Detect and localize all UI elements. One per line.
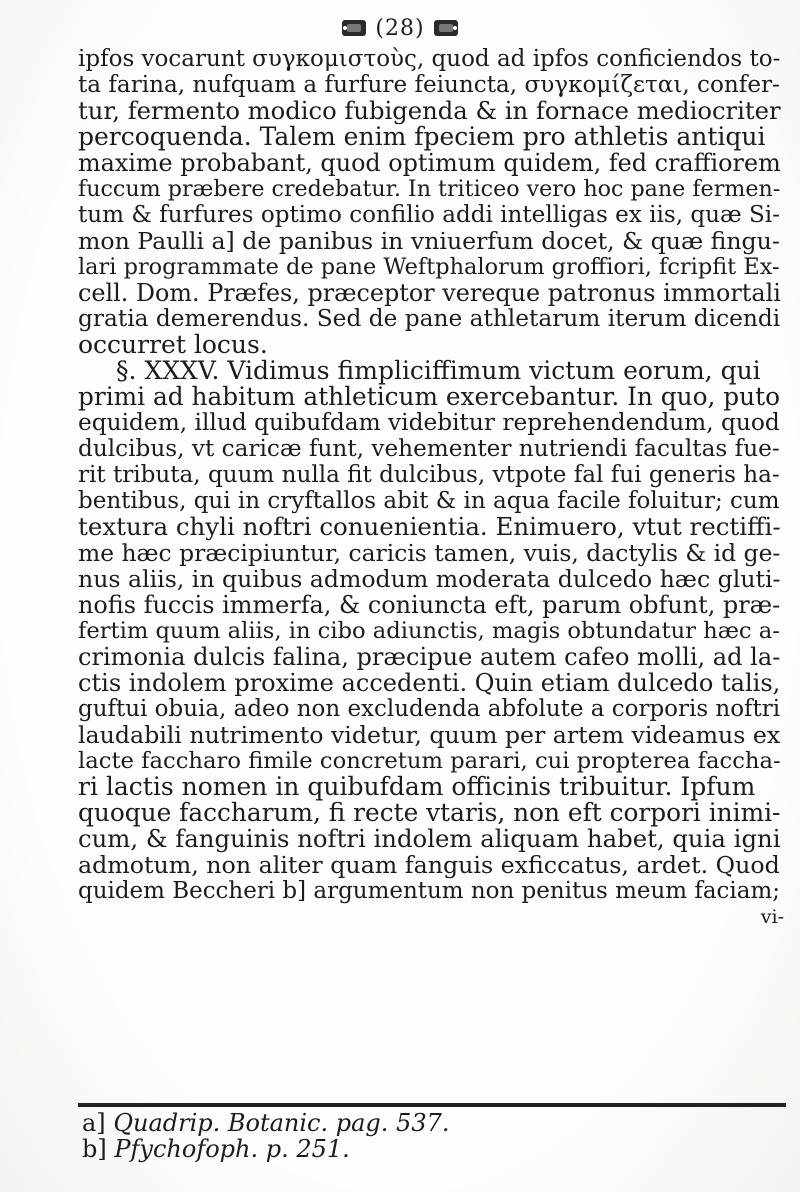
left-ornament-icon <box>339 15 369 41</box>
text-line: quidem Beccheri b] argumentum non penitus meum faciam; <box>78 878 780 904</box>
text-line: lacte faccharo fimile concretum parari, cui propterea faccha- <box>78 748 781 774</box>
footnote <box>82 1110 782 1136</box>
text-line: fuccum præbere credebatur. In triticeo vero hoc pane fermen- <box>78 176 781 202</box>
page-number: (28) <box>375 15 425 41</box>
text-line: textura chyli noftri conuenientia. Enimuero, vtut rectiffi- <box>78 512 781 541</box>
text-line: admotum, non aliter quam fanguis exficcatus, ardet. Quod <box>78 851 780 879</box>
footnote-text: Quadrip. Botanic. pag. 537. <box>113 1109 450 1137</box>
text-line: cell. Dom. Præfes, præceptor vereque patronus immortali <box>78 279 781 307</box>
right-ornament-icon <box>431 15 461 41</box>
text-line: primi ad habitum athleticum exercebantur. In quo, puto <box>78 382 781 411</box>
footnote-mark: a] <box>82 1109 106 1137</box>
text-line: bentibus, qui in cryftallos abit & in aqua facile foluitur; cum <box>78 488 780 514</box>
footnote-rule <box>78 1103 786 1107</box>
text-line: crimonia dulcis falina, præcipue autem cafeo molli, ad la- <box>78 643 781 671</box>
text-line: gratia demerendus. Sed de pane athletarum iterum dicendi <box>78 305 781 332</box>
text-line: percoquenda. Talem enim fpeciem pro athletis antiqui <box>78 122 766 151</box>
footnotes <box>82 1110 782 1162</box>
text-line: ctis indolem proxime accedenti. Quin etiam dulcedo talis, <box>78 669 781 697</box>
text-line: ipfos vocarunt συγκομιστοὺς, quod ad ipfos conficiendos to- <box>78 46 781 72</box>
text-line: cum, & fanguinis noftri indolem aliquam habet, quia igni <box>78 824 781 853</box>
text-line: quoque faccharum, fi recte vtaris, non eft corpori inimi- <box>78 798 781 827</box>
text-line: dulcibus, vt caricæ funt, vehementer nutriendi facultas fue- <box>78 436 780 462</box>
text-line: lari programmate de pane Weftphalorum groffiori, fcripfit Ex- <box>78 254 780 280</box>
text-line: me hæc præcipiuntur, caricis tamen, vuis, dactylis & id ge- <box>78 539 781 567</box>
main-text <box>78 46 784 930</box>
catchword: vi- <box>760 906 784 928</box>
text-line: nofis fuccis immerfa, & coniuncta eft, parum obfunt, præ- <box>78 591 781 619</box>
text-line: maxime probabant, quod optimum quidem, fed craffiorem <box>78 149 781 177</box>
text-line: equidem, illud quibufdam videbitur reprehendendum, quod <box>78 409 780 436</box>
text-line: tum & furfures optimo confilio addi intelligas ex iis, quæ Si- <box>78 202 780 228</box>
text-line: ta farina, nufquam a furfure feiuncta, συγκομίζεται, confer- <box>78 72 780 98</box>
text-line: nus aliis, in quibus admodum moderata dulcedo hæc gluti- <box>78 565 781 593</box>
text-line: rit tributa, quum nulla fit dulcibus, vtpote fal fui generis ha- <box>78 462 780 488</box>
section-heading-line: §. XXXV. Vidimus fimpliciffimum victum eorum, qui <box>116 356 761 385</box>
text-line: occurret locus. <box>78 330 268 359</box>
footnote <box>82 1136 782 1162</box>
page-header <box>0 6 800 50</box>
text-line: tur, fermento modico fubigenda & in fornace mediocriter <box>78 96 781 125</box>
text-line: laudabili nutrimento videtur, quum per artem videamus ex <box>78 721 781 749</box>
text-line: fertim quum aliis, in cibo adiunctis, magis obtundatur hæc a- <box>78 618 780 644</box>
text-line: guftui obuia, adeo non excludenda abfolute a corporis noftri <box>78 696 781 722</box>
footnote-mark: b] <box>82 1135 107 1163</box>
footnote-text: Pfychofoph. p. 251. <box>114 1135 350 1163</box>
text-line: ri lactis nomen in quibufdam officinis tribuitur. Ipfum <box>78 772 756 801</box>
text-line: mon Paulli a] de panibus in vniuerfum docet, & quæ fingu- <box>78 227 780 255</box>
